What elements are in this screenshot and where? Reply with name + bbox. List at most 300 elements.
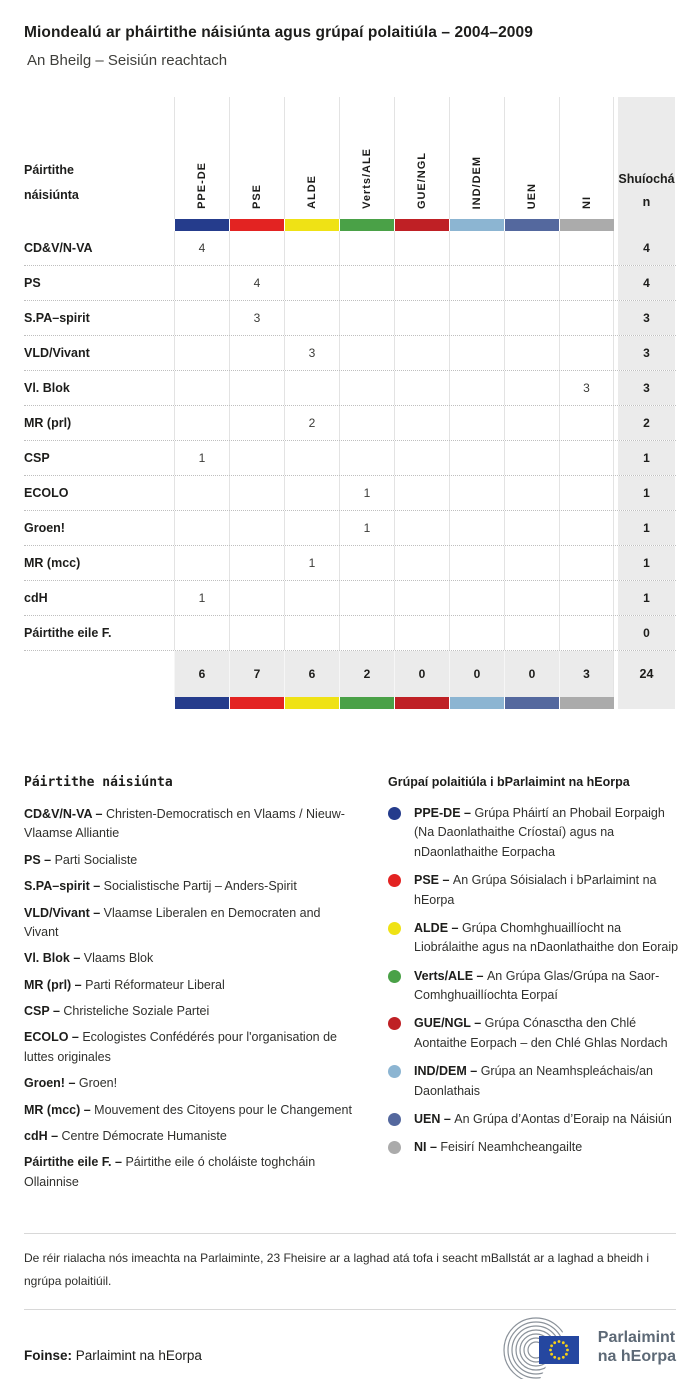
party-legend-item: [24, 1002, 356, 1021]
row-header: Páirtithe náisiúnta: [24, 163, 79, 202]
group-total: 0: [449, 651, 504, 697]
color-bar-row-bottom: [24, 697, 676, 709]
group-abbr: PSE –: [414, 873, 453, 888]
party-full-name: Vlaams Blok: [83, 951, 154, 966]
seat-count-cell: [229, 546, 284, 580]
group-total: 0: [394, 651, 449, 697]
seats-column-fill: [618, 219, 675, 231]
seat-count-cell: [339, 231, 394, 265]
seat-count-cell: [394, 476, 449, 510]
group-header-Verts/ALE: [339, 97, 394, 219]
party-seats-total: 2: [618, 406, 675, 440]
seat-count-cell: [394, 581, 449, 615]
group-full-name: An Grúpa d’Aontas d’Eoraip na Náisiún: [454, 1111, 672, 1126]
seat-count-cell: [449, 546, 504, 580]
row-values: [174, 581, 614, 615]
group-header-IND/DEM: [449, 97, 504, 219]
group-legend-item: [388, 804, 680, 862]
group-total: 6: [174, 651, 229, 697]
page-subtitle: An Bheilg – Seisiún reachtach: [27, 52, 228, 69]
group-full-name: Grúpa Cónasctha den Chlé Aontaithe Eorpach – den Chlé Ghlas Nordach: [414, 1016, 668, 1050]
seat-count-cell: [284, 371, 339, 405]
group-abbr: PPE-DE –: [414, 806, 475, 820]
seat-count-cell: [174, 336, 229, 370]
group-color-dot: [388, 1113, 401, 1126]
seat-count-cell: [284, 476, 339, 510]
seat-count-cell: [449, 336, 504, 370]
group-color-bar: [394, 219, 449, 231]
party-legend-item: [24, 805, 356, 844]
group-header-label: GUE/NGL: [416, 151, 428, 209]
party-legend-item: [24, 851, 356, 870]
seat-count-cell: [449, 616, 504, 650]
party-legend-item: [24, 1028, 356, 1067]
seat-count-cell: [284, 266, 339, 300]
seat-count-cell: [284, 231, 339, 265]
party-full-name: Centre Démocrate Humaniste: [61, 1128, 227, 1143]
totals-cells: [174, 651, 614, 697]
group-legend-item: [388, 1014, 680, 1053]
page-title: Miondealú ar pháirtithe náisiúnta agus grúpaí polaitiúla – 2004–2009: [24, 24, 533, 41]
seat-count-cell: [339, 581, 394, 615]
group-description: [414, 1110, 672, 1129]
seat-count-cell: [504, 301, 559, 335]
seat-count-cell: 1: [339, 511, 394, 545]
table-row: [24, 406, 676, 441]
seat-count-cell: [504, 406, 559, 440]
party-full-name: Christen-Democratisch en Vlaams / Nieuw-Vlaamse Alliantie: [24, 807, 345, 841]
seat-count-cell: [449, 406, 504, 440]
group-color-bar: [229, 219, 284, 231]
seat-count-cell: [449, 511, 504, 545]
color-bars-top: [174, 219, 614, 231]
seat-count-cell: [229, 406, 284, 440]
seat-count-cell: [504, 546, 559, 580]
group-legend-item: [388, 1138, 680, 1157]
logo-line1: Parlaimint: [597, 1329, 676, 1347]
seat-count-cell: [284, 616, 339, 650]
group-color-dot: [388, 1141, 401, 1154]
table-row: [24, 546, 676, 581]
group-color-bar: [339, 219, 394, 231]
party-name: PS: [24, 276, 41, 290]
seat-count-cell: [339, 546, 394, 580]
row-values: [174, 441, 614, 475]
party-full-name: Christeliche Soziale Partei: [63, 1004, 210, 1018]
group-header-label: IND/DEM: [471, 155, 483, 209]
seat-count-cell: [174, 511, 229, 545]
seats-header: [618, 97, 675, 219]
party-abbr: Groen! –: [24, 1076, 79, 1091]
group-color-dot: [388, 970, 401, 983]
group-color-bar: [504, 219, 559, 231]
seat-count-cell: [504, 266, 559, 300]
party-name: ECOLO: [24, 486, 69, 500]
seat-count-cell: [504, 581, 559, 615]
source-line: [24, 1348, 202, 1363]
seat-count-cell: [339, 301, 394, 335]
table-row: [24, 231, 676, 266]
seat-count-cell: 1: [174, 581, 229, 615]
table-row: [24, 616, 676, 651]
seat-count-cell: 4: [229, 266, 284, 300]
seat-count-cell: [449, 301, 504, 335]
table-row: [24, 441, 676, 476]
group-legend-item: [388, 1110, 680, 1129]
party-abbr: CSP –: [24, 1004, 64, 1018]
row-values: [174, 476, 614, 510]
party-abbr: MR (prl) –: [24, 977, 86, 992]
group-color-bar: [559, 219, 614, 231]
seat-count-cell: [174, 546, 229, 580]
group-header-label: ALDE: [306, 175, 318, 209]
seat-count-cell: [394, 616, 449, 650]
party-abbr: Páirtithe eile F. –: [24, 1155, 126, 1170]
seats-column-fill: [618, 697, 675, 709]
table-row: [24, 336, 676, 371]
group-description: [414, 804, 680, 862]
seat-count-cell: [229, 616, 284, 650]
seat-count-cell: [504, 336, 559, 370]
seat-count-cell: [504, 441, 559, 475]
party-full-name: Vlaamse Liberalen en Democraten and Vivant: [24, 905, 321, 939]
group-color-bar: [339, 697, 394, 709]
seat-count-cell: [449, 266, 504, 300]
party-full-name: Ecologistes Confédérés pour l'organisation de luttes originales: [24, 1030, 337, 1064]
seat-count-cell: 3: [284, 336, 339, 370]
seat-count-cell: [559, 441, 614, 475]
group-color-bar: [449, 697, 504, 709]
seat-count-cell: 4: [174, 231, 229, 265]
group-color-dot: [388, 922, 401, 935]
seat-count-cell: 2: [284, 406, 339, 440]
row-values: [174, 336, 614, 370]
group-header-label: PPE-DE: [196, 162, 208, 209]
seat-count-cell: [284, 441, 339, 475]
row-values: [174, 511, 614, 545]
party-full-name: Parti Socialiste: [54, 852, 138, 867]
seat-count-cell: [339, 441, 394, 475]
party-seats-total: 4: [618, 266, 675, 300]
row-values: [174, 406, 614, 440]
row-values: [174, 616, 614, 650]
row-values: [174, 266, 614, 300]
seat-count-cell: [339, 371, 394, 405]
row-values: [174, 231, 614, 265]
party-abbr: ECOLO –: [24, 1030, 83, 1045]
group-color-bar: [284, 697, 339, 709]
european-parliament-logo: [492, 1317, 676, 1379]
group-color-bar: [284, 219, 339, 231]
group-total: 2: [339, 651, 394, 697]
color-bars-bottom: [174, 697, 614, 709]
group-description: [414, 871, 680, 910]
party-name: MR (mcc): [24, 556, 81, 570]
party-legend-list: [24, 805, 356, 1192]
group-description: [414, 1138, 582, 1157]
seat-count-cell: [394, 301, 449, 335]
party-name: Vl. Blok: [24, 381, 70, 395]
seat-count-cell: [229, 336, 284, 370]
party-abbr: MR (mcc) –: [24, 1102, 95, 1117]
table-row: [24, 301, 676, 336]
party-full-name: Parti Réformateur Liberal: [85, 977, 225, 992]
group-description: [414, 1014, 680, 1053]
seat-count-cell: [394, 371, 449, 405]
totals-row: [24, 651, 676, 697]
group-abbr: NI –: [414, 1140, 441, 1155]
seat-count-cell: [559, 231, 614, 265]
party-name: VLD/Vivant: [24, 346, 90, 360]
group-full-name: Grúpa an Neamhspleáchais/an Daonlathais: [414, 1064, 654, 1098]
group-abbr: Verts/ALE –: [414, 968, 487, 983]
seat-count-cell: [229, 511, 284, 545]
party-legend-item: [24, 949, 356, 968]
seat-count-cell: [174, 301, 229, 335]
group-abbr: ALDE –: [414, 920, 462, 935]
party-full-name: Socialistische Partij – Anders-Spirit: [103, 879, 297, 894]
seat-count-cell: [174, 371, 229, 405]
group-full-name: Feisirí Neamhcheangailte: [440, 1140, 583, 1155]
seat-count-cell: [449, 441, 504, 475]
group-legend-item: [388, 919, 680, 958]
group-color-bar: [229, 697, 284, 709]
party-seats-total: 3: [618, 371, 675, 405]
hemicycle-eu-flag-icon: [492, 1317, 588, 1379]
seat-count-cell: [449, 371, 504, 405]
seat-count-cell: 1: [339, 476, 394, 510]
group-header-label: Verts/ALE: [361, 148, 373, 209]
party-abbr: cdH –: [24, 1128, 62, 1143]
group-legend: [388, 775, 680, 1199]
party-legend-item: [24, 1153, 356, 1192]
source-value: Parlaimint na hEorpa: [75, 1347, 202, 1363]
seat-count-cell: [504, 511, 559, 545]
party-name: CSP: [24, 451, 50, 465]
group-header-label: UEN: [526, 182, 538, 209]
party-abbr: Vl. Blok –: [24, 951, 84, 966]
group-full-name: Grúpa Chomhghuaillíocht na Liobrálaithe agus na nDaonlathaithe don Eoraip: [414, 920, 679, 955]
group-legend-item: [388, 967, 680, 1006]
party-legend: [24, 775, 356, 1199]
seat-count-cell: [174, 266, 229, 300]
seat-count-cell: [229, 441, 284, 475]
group-total: 3: [559, 651, 614, 697]
group-total: 7: [229, 651, 284, 697]
group-full-name: Grúpa Pháirtí an Phobail Eorpaigh (Na Daonlathaithe Críostaí) agus na nDaonlathaithe Eorpacha: [414, 806, 665, 859]
footnote: De réir rialacha nós imeachta na Parlaiminte, 23 Fheisire ar a laghad atá tofa i seacht mBallstát ar a laghad a bheidh i ngrúpa polaitiúil.: [24, 1251, 650, 1289]
group-color-dot: [388, 1017, 401, 1030]
group-abbr: IND/DEM –: [414, 1064, 481, 1079]
seat-count-cell: [339, 336, 394, 370]
seat-count-cell: [559, 581, 614, 615]
source-row: [24, 1315, 676, 1379]
seat-count-cell: [449, 476, 504, 510]
seat-count-cell: [174, 476, 229, 510]
party-legend-item: [24, 1074, 356, 1093]
logo-line2: na hEorpa: [597, 1347, 676, 1365]
results-table: [24, 97, 676, 709]
seat-count-cell: [559, 301, 614, 335]
seat-count-cell: [174, 406, 229, 440]
group-color-dot: [388, 807, 401, 820]
seat-count-cell: [284, 581, 339, 615]
seat-count-cell: [174, 616, 229, 650]
party-seats-total: 4: [618, 231, 675, 265]
group-color-bar: [174, 219, 229, 231]
seat-count-cell: [394, 511, 449, 545]
seat-count-cell: [504, 476, 559, 510]
seat-count-cell: [394, 231, 449, 265]
empty-cell: [24, 651, 174, 697]
seat-count-cell: [504, 371, 559, 405]
seat-count-cell: 3: [229, 301, 284, 335]
group-color-bar: [394, 697, 449, 709]
party-name: cdH: [24, 591, 48, 605]
group-abbr: GUE/NGL –: [414, 1016, 485, 1031]
seats-grand-total: 24: [618, 651, 675, 697]
party-full-name: Páirtithe eile ó choláiste toghcháin Ollainnise: [24, 1155, 316, 1189]
logo-wordmark: [598, 1329, 676, 1366]
seat-count-cell: [229, 371, 284, 405]
empty-cell: [24, 219, 174, 231]
seat-count-cell: 1: [174, 441, 229, 475]
table-row: [24, 511, 676, 546]
party-legend-heading: Páirtithe náisiúnta: [24, 775, 173, 790]
seat-count-cell: [229, 476, 284, 510]
seat-count-cell: [559, 476, 614, 510]
seat-count-cell: [284, 511, 339, 545]
party-legend-item: [24, 1127, 356, 1146]
party-legend-item: [24, 976, 356, 995]
seat-count-cell: [504, 616, 559, 650]
group-color-bar: [504, 697, 559, 709]
party-name: MR (prl): [24, 416, 72, 430]
group-total: 6: [284, 651, 339, 697]
seats-header-label: Shuíochán: [618, 172, 675, 209]
party-full-name: Groen!: [78, 1076, 118, 1091]
party-seats-total: 3: [618, 336, 675, 370]
row-values: [174, 371, 614, 405]
group-header-NI: [559, 97, 614, 219]
seat-count-cell: [339, 406, 394, 440]
party-name: Groen!: [24, 521, 65, 535]
divider: [24, 1309, 676, 1310]
seat-count-cell: [559, 511, 614, 545]
seat-count-cell: [559, 266, 614, 300]
seat-count-cell: [394, 546, 449, 580]
party-seats-total: 3: [618, 301, 675, 335]
group-full-name: An Grúpa Sóisialach i bParlaimint na hEorpa: [414, 873, 657, 907]
group-color-bar: [449, 219, 504, 231]
seat-count-cell: 1: [284, 546, 339, 580]
table-row: [24, 581, 676, 616]
group-legend-list: [388, 804, 680, 1158]
seat-count-cell: [229, 231, 284, 265]
party-legend-item: [24, 1101, 356, 1120]
party-abbr: S.PA–spirit –: [24, 879, 104, 894]
party-abbr: VLD/Vivant –: [24, 905, 104, 920]
group-legend-item: [388, 871, 680, 910]
group-legend-heading: Grúpaí polaitiúla i bParlaimint na hEorpa: [388, 775, 630, 789]
party-seats-total: 1: [618, 441, 675, 475]
seat-count-cell: [394, 406, 449, 440]
seat-count-cell: 3: [559, 371, 614, 405]
seat-count-cell: [504, 231, 559, 265]
color-bar-row-top: [24, 219, 676, 231]
group-color-bar: [559, 697, 614, 709]
seat-count-cell: [394, 441, 449, 475]
party-seats-total: 1: [618, 511, 675, 545]
party-abbr: PS –: [24, 852, 55, 867]
group-color-dot: [388, 1065, 401, 1078]
party-full-name: Mouvement des Citoyens pour le Changement: [94, 1102, 352, 1117]
group-legend-item: [388, 1062, 680, 1101]
source-label: Foinse:: [24, 1347, 73, 1363]
group-color-dot: [388, 874, 401, 887]
table-header-row: [24, 97, 676, 219]
group-color-bar: [174, 697, 229, 709]
group-header-label: NI: [580, 196, 593, 209]
table-body: [24, 231, 676, 651]
seat-count-cell: [449, 581, 504, 615]
party-seats-total: 1: [618, 546, 675, 580]
divider: [24, 1233, 676, 1234]
table-row: [24, 266, 676, 301]
group-total: 0: [504, 651, 559, 697]
seat-count-cell: [559, 616, 614, 650]
empty-cell: [24, 697, 174, 709]
seat-count-cell: [229, 581, 284, 615]
seat-count-cell: [339, 616, 394, 650]
seat-count-cell: [284, 301, 339, 335]
group-description: [414, 919, 680, 958]
group-full-name: An Grúpa Glas/Grúpa na Saor-Comhghuaillíochta Eorpaí: [414, 968, 660, 1002]
group-header-PPE-DE: [174, 97, 229, 219]
party-legend-item: [24, 904, 356, 943]
row-values: [174, 546, 614, 580]
table-row: [24, 371, 676, 406]
group-header-GUE/NGL: [394, 97, 449, 219]
row-values: [174, 301, 614, 335]
party-seats-total: 0: [618, 616, 675, 650]
seat-count-cell: [559, 546, 614, 580]
party-name: CD&V/N-VA: [24, 241, 93, 255]
group-description: [414, 967, 680, 1006]
party-abbr: CD&V/N-VA –: [24, 807, 106, 821]
seat-count-cell: [339, 266, 394, 300]
group-header-label: PSE: [251, 184, 263, 209]
seat-count-cell: [559, 406, 614, 440]
seat-count-cell: [394, 266, 449, 300]
group-header-UEN: [504, 97, 559, 219]
party-seats-total: 1: [618, 581, 675, 615]
legend-section: [24, 775, 679, 1199]
group-abbr: UEN –: [414, 1111, 455, 1126]
group-header-ALDE: [284, 97, 339, 219]
group-header-PSE: [229, 97, 284, 219]
party-name: Páirtithe eile F.: [24, 626, 112, 640]
seat-count-cell: [449, 231, 504, 265]
table-row: [24, 476, 676, 511]
party-seats-total: 1: [618, 476, 675, 510]
party-legend-item: [24, 877, 356, 896]
seat-count-cell: [559, 336, 614, 370]
group-description: [414, 1062, 680, 1101]
party-name: S.PA–spirit: [24, 311, 90, 325]
group-headers: [174, 97, 614, 219]
seat-count-cell: [394, 336, 449, 370]
